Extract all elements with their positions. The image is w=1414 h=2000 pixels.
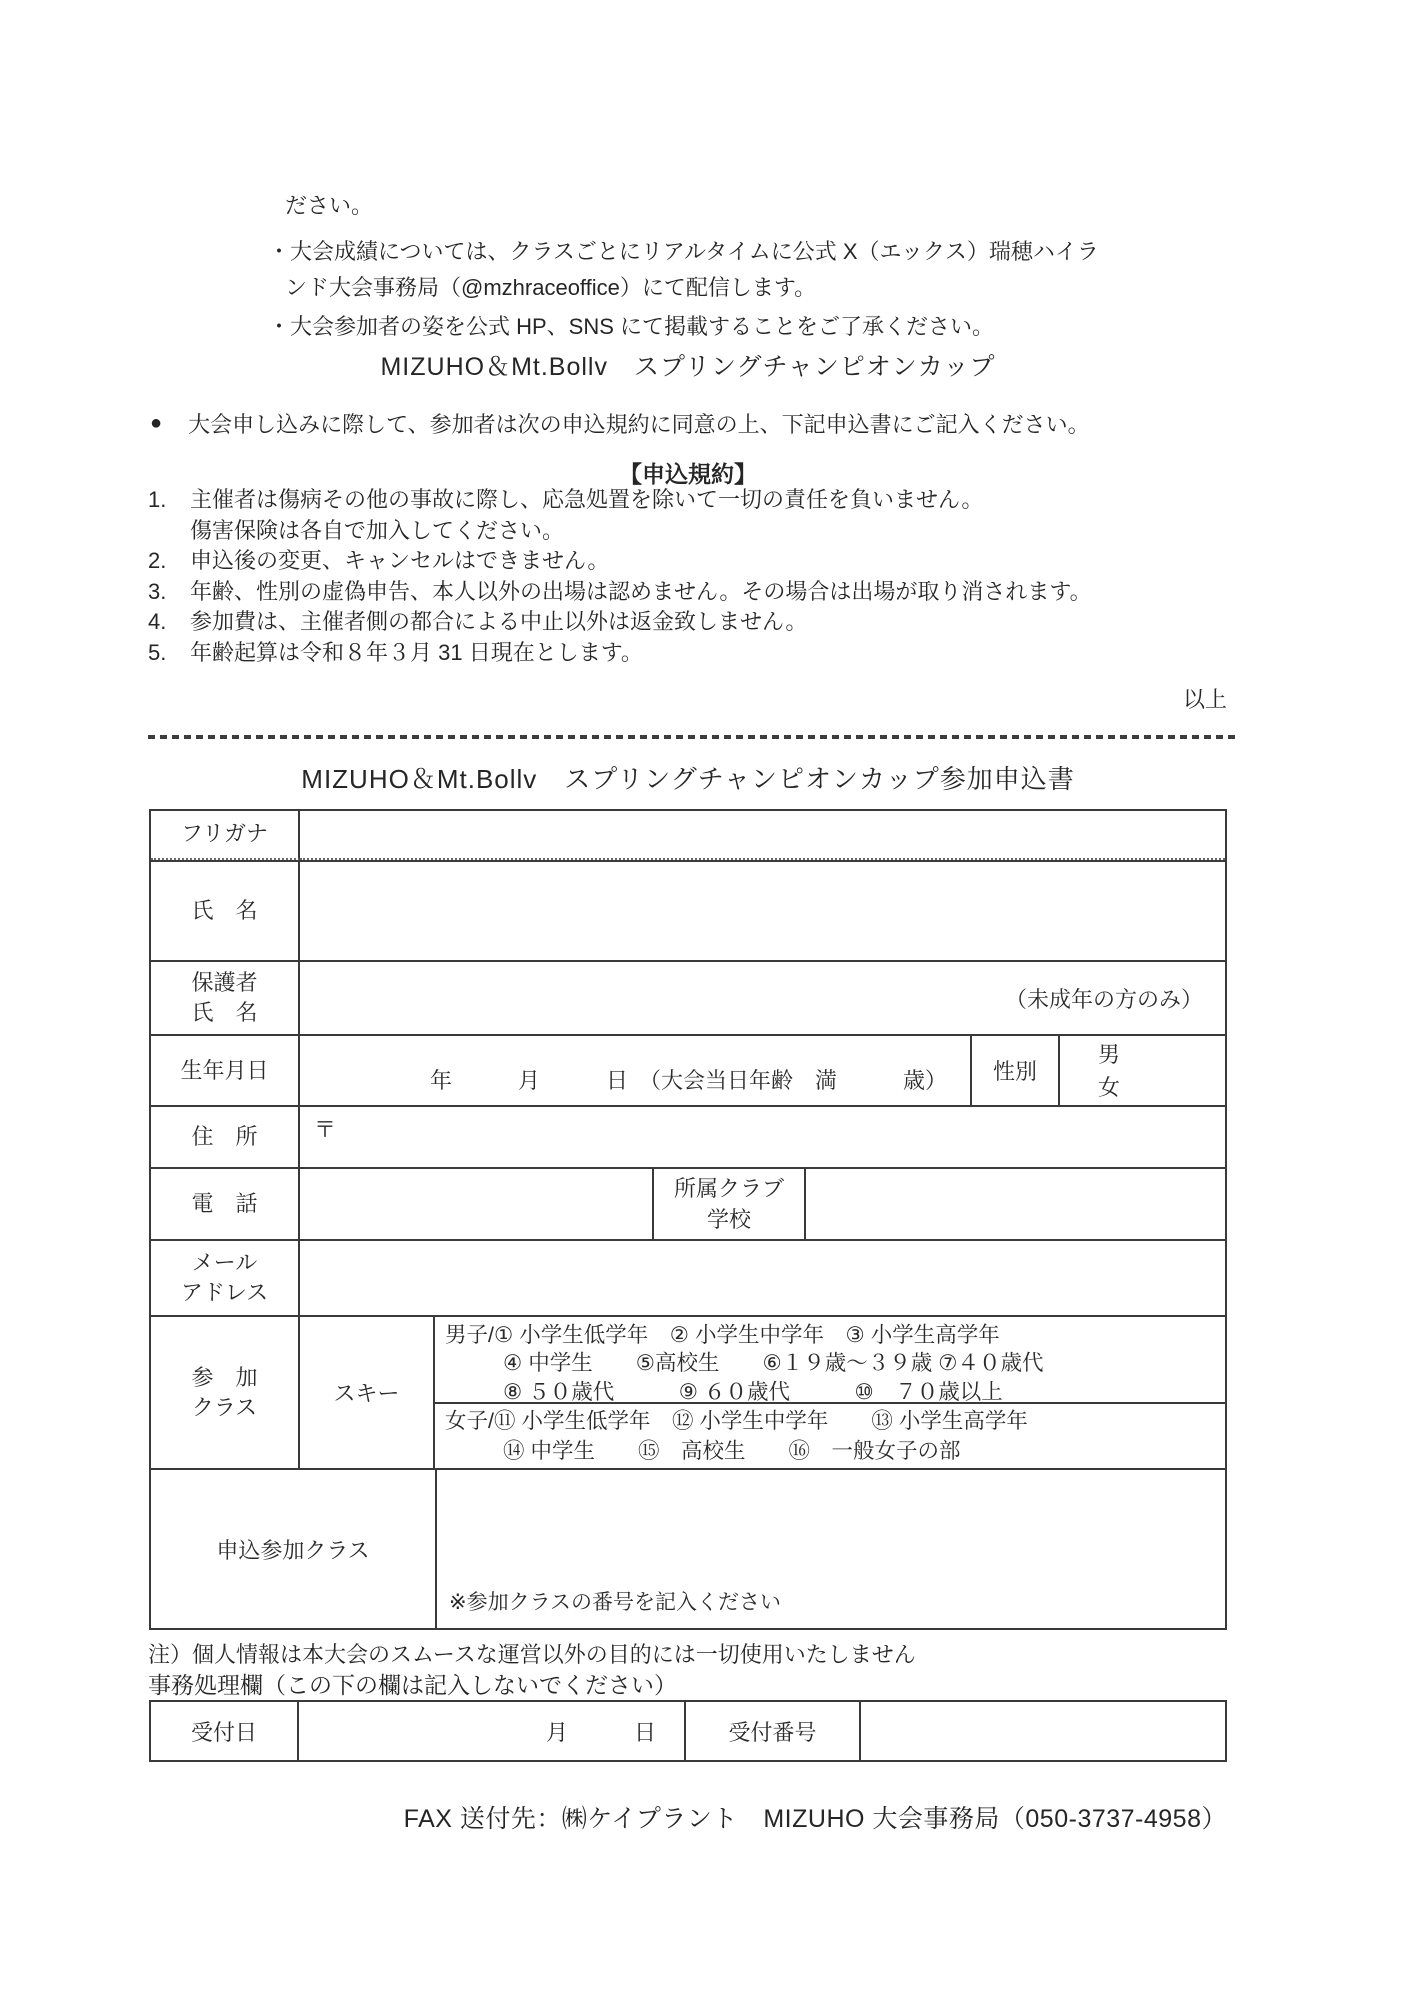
term-number: 2. [148,548,167,573]
term-number: 3. [148,578,167,604]
term-number: 4. [148,609,167,634]
class-options [435,1317,1225,1469]
club-label-line2: 学校 [706,1207,751,1233]
entry-class-label: 申込参加クラス [151,1470,437,1628]
application-notice-text: 大会申し込みに際して、参加者は次の申込規約に同意の上、下記申込書にご記入ください。 [188,412,1090,437]
reception-number-field[interactable] [861,1702,1225,1760]
term-text: 傷害保険は各自で加入してください。 [190,517,565,543]
guardian-minor-note: （未成年の方のみ） [1004,986,1203,1012]
email-label-line2: アドレス [180,1279,269,1305]
reception-date-field[interactable] [299,1702,686,1760]
event-title: MIZUHO＆Mt.Bollv スプリングチャンピオンカップ [380,353,996,381]
term-number: 1. [148,487,167,512]
email-label-line1: メール [191,1249,258,1275]
class-option-line: 女子/⑪ 小学生低学年 ⑫ 小学生中学年 ⑬ 小学生高学年 [445,1408,1028,1433]
ski-label: スキー [300,1317,435,1469]
guardian-label [151,962,300,1035]
reception-number-label: 受付番号 [686,1702,861,1760]
intro-line-photos: ・大会参加者の姿を公式 HP、SNS にて掲載することをご了承ください。 [268,314,995,339]
birthdate-label: 生年月日 [151,1036,300,1105]
term-number: 5. [148,639,167,665]
office-use-note: 事務処理欄（この下の欄は記入しないでください） [148,1672,677,1698]
term-text: 年齢、性別の虚偽申告、本人以外の出場は認めません。その場合は出場が取り消されます。 [190,578,1092,604]
birthdate-template-text: 年 月 日 （大会当日年齢 満 歳） [430,1068,948,1094]
guardian-field[interactable] [300,962,1225,1035]
terms-list [148,485,1238,668]
reception-table [149,1700,1227,1762]
term-text: 主催者は傷病その他の事故に際し、応急処置を除いて一切の責任を負いません。 [190,487,984,512]
application-notice [150,408,1090,439]
guardian-row [151,962,1225,1037]
entry-class-field[interactable] [437,1470,1225,1628]
privacy-note: 注）個人情報は本大会のスムースな運営以外の目的には一切使用いたしません [148,1642,916,1667]
gender-label: 性別 [972,1036,1060,1105]
class-label-line2: クラス [191,1394,258,1420]
guardian-label-line2: 氏 名 [191,1000,258,1026]
term-item [148,485,1238,516]
female-class-options [435,1404,1225,1469]
address-row [151,1107,1225,1169]
gender-female-option: 女 [1098,1074,1121,1100]
address-field[interactable] [300,1107,1225,1167]
term-text: 申込後の変更、キャンセルはできません。 [190,548,610,573]
term-number [148,516,190,547]
entry-class-note: ※参加クラスの番号を記入ください [449,1590,781,1614]
term-item [148,638,1238,669]
term-text: 参加費は、主催者側の都合による中止以外は返金致しません。 [190,609,808,634]
postal-mark: 〒 [314,1117,337,1143]
term-item [148,577,1238,608]
class-row [151,1317,1225,1471]
furigana-label: フリガナ [151,811,300,860]
cut-line-divider [148,735,1236,739]
gender-field[interactable] [1060,1036,1225,1105]
class-label-line1: 参 加 [191,1364,258,1390]
class-option-line: 男子/① 小学生低学年 ② 小学生中学年 ③ 小学生高学年 [445,1322,1000,1347]
term-item [148,516,1238,547]
intro-line-results: ・大会成績については、クラスごとにリアルタイムに公式 X（エックス）瑞穂ハイラ [268,239,1099,264]
address-label: 住 所 [151,1107,300,1167]
birthdate-row [151,1036,1225,1107]
gender-male-option: 男 [1098,1041,1121,1067]
reception-date-label: 受付日 [151,1702,299,1760]
term-item [148,546,1238,577]
phone-field[interactable] [300,1169,654,1239]
fax-destination: FAX 送付先：㈱ケイプラント MIZUHO 大会事務局（050-3737-4958） [403,1805,1227,1833]
intro-line-office: ンド大会事務局（@mzhraceoffice）にて配信します。 [285,275,817,300]
name-row [151,862,1225,962]
birthdate-field[interactable] [300,1036,972,1105]
bullet-icon: ● [150,412,163,434]
guardian-label-line1: 保護者 [191,970,258,996]
term-item [148,607,1238,638]
male-class-options [435,1317,1225,1404]
class-option-line: ⑧ ５０歳代 ⑨ ６０歳代 ⑩ ７０歳以上 [503,1379,1003,1404]
club-school-field[interactable] [806,1169,1225,1239]
application-form-table [149,809,1227,1630]
reception-date-template: 月 日 [545,1719,656,1745]
class-option-line: ⑭ 中学生 ⑮ 高校生 ⑯ 一般女子の部 [503,1438,961,1463]
terms-closing: 以上 [1182,687,1227,712]
phone-label: 電 話 [151,1169,300,1239]
email-label [151,1241,300,1315]
class-label [151,1317,300,1469]
class-option-line: ④ 中学生 ⑤高校生 ⑥１９歳～３９歳 ⑦４０歳代 [503,1351,1044,1376]
terms-heading: 【申込規約】 [619,461,757,487]
entry-class-row [151,1470,1225,1628]
intro-line-continuation: ださい。 [285,193,374,218]
club-school-label [654,1169,806,1239]
club-label-line1: 所属クラブ [673,1176,784,1202]
name-label: 氏 名 [151,862,300,960]
email-field[interactable] [300,1241,1225,1315]
name-field[interactable] [300,862,1225,960]
email-row [151,1241,1225,1317]
term-text: 年齢起算は令和８年３月 31 日現在とします。 [190,639,643,665]
furigana-row [151,811,1225,862]
furigana-field[interactable] [300,811,1225,860]
form-title: MIZUHO＆Mt.Bollv スプリングチャンピオンカップ参加申込書 [301,764,1075,794]
phone-row [151,1169,1225,1241]
